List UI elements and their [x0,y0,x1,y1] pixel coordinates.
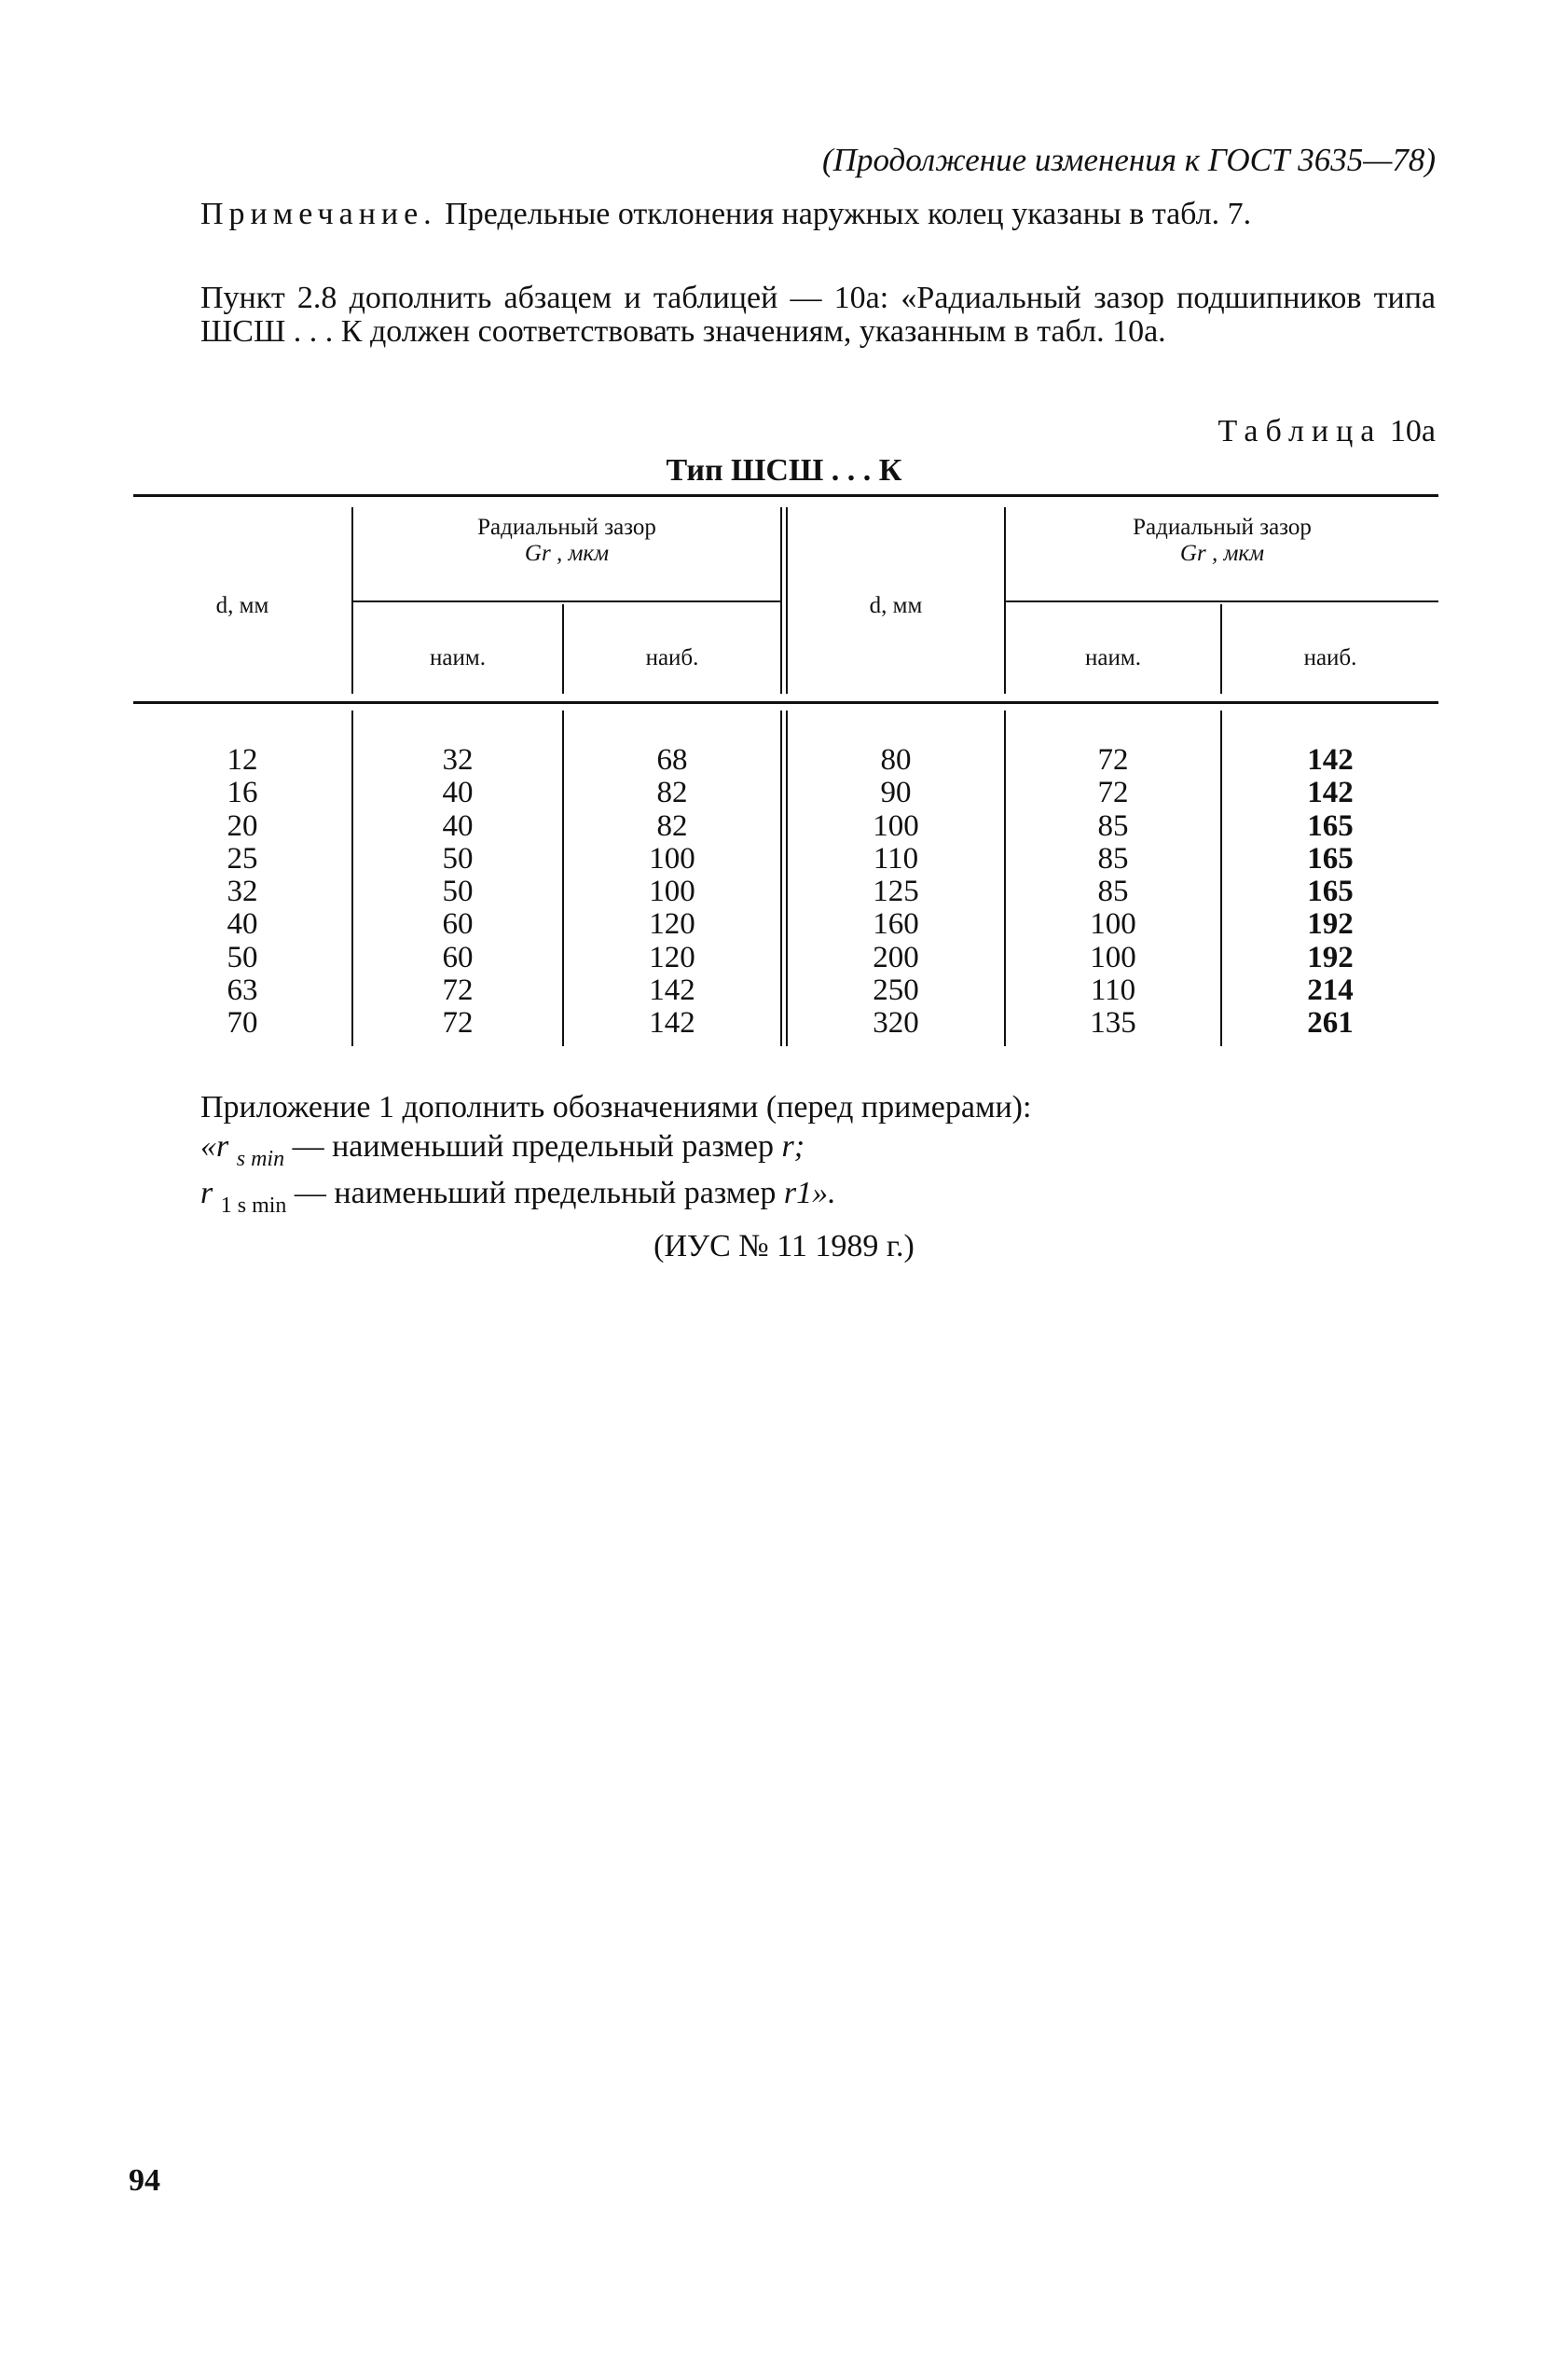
table-cell: 261 [1307,1006,1354,1041]
table-cell: 50 [442,841,474,876]
table-cell: 90 [880,776,912,810]
table-cell: 100 [649,841,695,876]
table-cell: 85 [1097,875,1129,909]
table-cell: 100 [1090,940,1136,974]
left-subheader-rule [351,600,782,602]
table-cell: 200 [873,940,919,974]
table-cell: 68 [656,743,688,777]
table-cell: 100 [649,875,695,909]
table-cell: 60 [442,940,474,974]
symbol-1-subscript: s min [236,1147,285,1171]
table-cell: 25 [227,841,258,876]
column-max-right [1222,744,1438,1041]
table-cell: 72 [442,973,474,1008]
table-title: Тип ШСШ . . . К [666,453,902,488]
page-number: 94 [129,2163,160,2198]
table-cell: 72 [1097,743,1129,777]
header-clearance-left-label: Радиальный зазор [477,515,656,540]
symbol-1-prefix: «r [200,1129,229,1164]
table-cell: 125 [873,875,919,909]
header-clearance-left [353,515,780,567]
symbol-1-text: — наименьший предельный размер [292,1129,775,1164]
table-cell: 50 [442,875,474,909]
table-cell: 142 [1307,776,1354,810]
table-cell: 250 [873,973,919,1008]
table-cell: 32 [227,875,258,909]
column-min-right [1006,744,1220,1041]
header-max-right: наиб. [1303,645,1357,670]
table-cell: 40 [227,907,258,942]
table-cell: 142 [649,1006,695,1041]
header-clearance-right-label: Радиальный зазор [1133,515,1312,540]
table-cell: 72 [442,1006,474,1041]
table-cell: 16 [227,776,258,810]
table-number-label: Таблица [1217,414,1382,449]
table-cell: 72 [1097,776,1129,810]
table-cell: 40 [442,808,474,843]
table-cell: 100 [873,808,919,843]
vrule-b3a [780,711,782,1046]
table-cell: 120 [649,940,695,974]
table-cell: 12 [227,743,258,777]
table-cell: 50 [227,940,258,974]
table-number [1217,414,1436,449]
table-cell: 135 [1090,1006,1136,1041]
table-cell: 70 [227,1006,258,1041]
table-cell: 63 [227,973,258,1008]
table-cell: 214 [1307,973,1354,1008]
table-cell: 160 [873,907,919,942]
note-text: Предельные отклонения наружных колец указаны в табл. 7. [445,197,1252,231]
vrule-h3a [780,507,782,694]
column-d-left [133,744,351,1041]
table-cell: 82 [656,808,688,843]
table-number-value: 10а [1389,414,1436,449]
header-clearance-left-symbol: Gr , мкм [524,541,610,566]
header-min-left: наим. [430,645,486,670]
table-cell: 142 [1307,743,1354,777]
symbol-2-subscript: 1 s min [220,1194,287,1218]
table-cell: 85 [1097,841,1129,876]
table-cell: 165 [1307,875,1354,909]
symbol-2-text: — наименьший предельный размер [294,1176,777,1210]
note-paragraph [200,198,1436,231]
table-cell: 120 [649,907,695,942]
table-cell: 20 [227,808,258,843]
symbol-2-prefix: r [200,1176,213,1210]
table-cell: 142 [649,973,695,1008]
header-d-right: d, мм [869,593,923,618]
table-top-rule [133,494,1438,497]
table-cell: 110 [1090,973,1136,1008]
header-bottom-rule [133,701,1438,704]
header-min-right: наим. [1085,645,1141,670]
table-cell: 192 [1307,907,1354,942]
clearance-table [133,494,1438,1072]
symbol-definition-2 [200,1176,836,1218]
header-clearance-right-symbol: Gr , мкм [1179,541,1265,566]
table-cell: 82 [656,776,688,810]
table-cell: 165 [1307,841,1354,876]
right-subheader-rule [1004,600,1438,602]
note-label: Примечание. [200,197,437,231]
source-reference: (ИУС № 11 1989 г.) [653,1229,915,1263]
column-max-left [564,744,780,1041]
header-clearance-right [1006,515,1438,567]
header-max-left: наиб. [645,645,699,670]
appendix-paragraph: Приложение 1 дополнить обозначениями (перед примерами): [200,1090,1032,1125]
table-cell: 320 [873,1006,919,1041]
table-cell: 110 [873,841,919,876]
table-cell: 40 [442,776,474,810]
table-cell: 100 [1090,907,1136,942]
table-cell: 32 [442,743,474,777]
header-d-left: d, мм [215,593,269,618]
column-min-left [353,744,562,1041]
amendment-paragraph: Пункт 2.8 дополнить абзацем и таблицей — 10а: «Радиальный зазор подшипников типа ШСШ . . . К должен соответствовать значениям, указанным в табл. 10а. [200,281,1436,349]
column-d-right [788,744,1004,1041]
table-cell: 85 [1097,808,1129,843]
table-cell: 60 [442,907,474,942]
symbol-2-variable: r1». [783,1176,836,1210]
table-cell: 80 [880,743,912,777]
symbol-definition-1 [200,1129,805,1171]
table-cell: 192 [1307,940,1354,974]
table-cell: 165 [1307,808,1354,843]
symbol-1-variable: r; [781,1129,805,1164]
continuation-header: (Продолжение изменения к ГОСТ 3635—78) [822,142,1436,178]
